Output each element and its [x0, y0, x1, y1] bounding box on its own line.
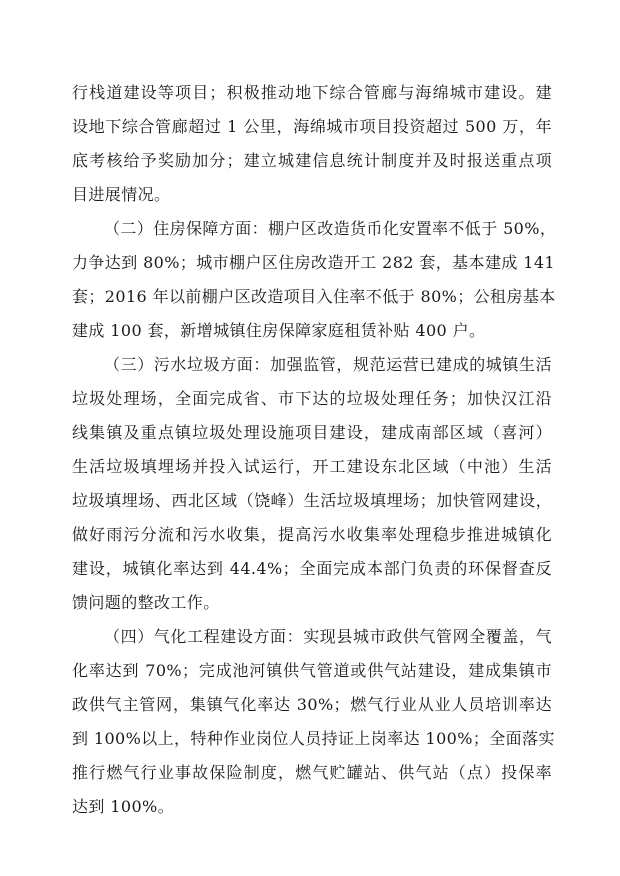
paragraph-line: 馈问题的整改工作。	[72, 593, 220, 612]
paragraph-line: 行栈道建设等项目；积极推动地下综合管廊与海绵城市建设。建	[72, 83, 552, 102]
paragraph-line: 生活垃圾填埋场并投入试运行，开工建设东北区域（中池）生活	[72, 457, 552, 476]
paragraph-line: 建成 100 套，新增城镇住房保障家庭租赁补贴 400 户。	[72, 321, 486, 340]
paragraph-line: 线集镇及重点镇垃圾处理设施项目建设，建成南部区域（喜河）	[72, 423, 552, 442]
paragraph-line: 垃圾填埋场、西北区域（饶峰）生活垃圾填埋场；加快管网建设，	[72, 491, 552, 510]
paragraph-line: 政供气主管网，集镇气化率达 30%；燃气行业从业人员培训率达	[72, 695, 552, 714]
paragraph-line: 推行燃气行业事故保险制度，燃气贮罐站、供气站（点）投保率	[72, 763, 552, 782]
paragraph-line: 做好雨污分流和污水收集，提高污水收集率处理稳步推进城镇化	[72, 525, 552, 544]
paragraph-line: 化率达到 70%；完成池河镇供气管道或供气站建设，建成集镇市	[72, 661, 552, 680]
section-heading-line: （四）气化工程建设方面：实现县城市政供气管网全覆盖，气	[104, 627, 552, 646]
section-heading-line: （三）污水垃圾方面：加强监管，规范运营已建成的城镇生活	[104, 355, 552, 374]
section-heading-line: （二）住房保障方面：棚户区改造货币化安置率不低于 50%，	[104, 219, 557, 238]
paragraph-line: 建设，城镇化率达到 44.4%；全面完成本部门负责的环保督查反	[72, 559, 552, 578]
paragraph-line: 到 100%以上，特种作业岗位人员持证上岗率达 100%；全面落实	[72, 729, 555, 748]
paragraph-line: 力争达到 80%；城市棚户区住房改造开工 282 套，基本建成 141	[72, 253, 555, 272]
paragraph-line: 目进展情况。	[72, 185, 171, 204]
paragraph-line: 垃圾处理场，全面完成省、市下达的垃圾处理任务；加快汉江沿	[72, 389, 552, 408]
paragraph-line: 达到 100%。	[72, 797, 175, 816]
paragraph-line: 套；2016 年以前棚户区改造项目入住率不低于 80%；公租房基本	[72, 287, 556, 306]
paragraph-line: 设地下综合管廊超过 1 公里，海绵城市项目投资超过 500 万，年	[72, 117, 552, 136]
paragraph-line: 底考核给予奖励加分；建立城建信息统计制度并及时报送重点项	[72, 151, 552, 170]
